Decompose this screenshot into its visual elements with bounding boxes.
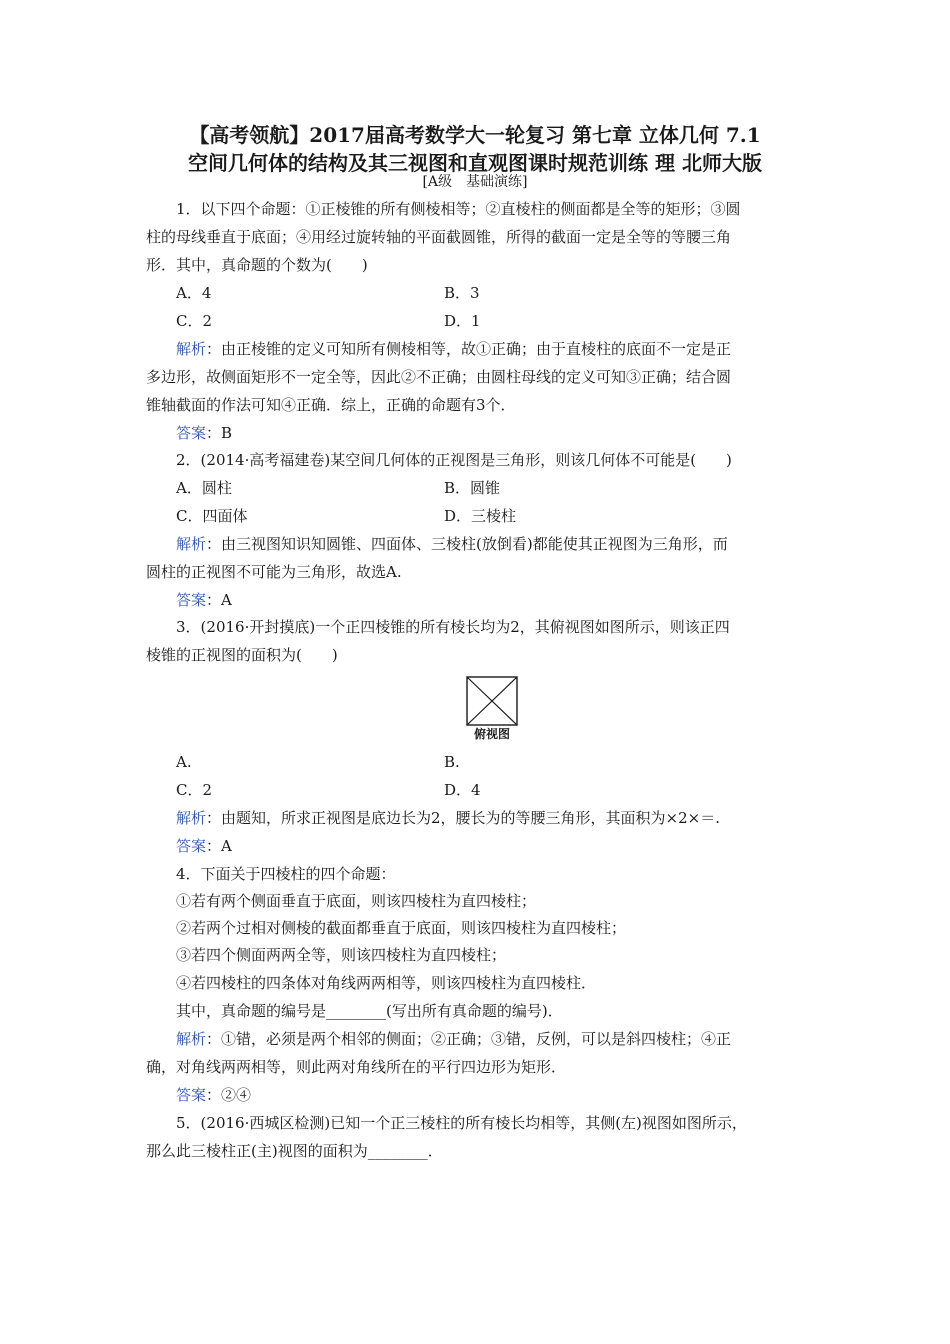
q1-stem-line-2: 柱的母线垂直于底面；④用经过旋转轴的平面截圆锥，所得的截面一定是全等的等腰三角	[146, 228, 732, 246]
analysis-label: 解析	[176, 340, 207, 358]
q4-proposition-4: ④若四棱柱的四条体对角线两两相等，则该四棱柱为直四棱柱．	[176, 974, 597, 992]
q4-question: 其中，真命题的编号是________(写出所有真命题的编号)．	[176, 1002, 563, 1020]
figure-caption: 俯视图	[473, 727, 510, 741]
q1-analysis-line-2: 多边形，故侧面矩形不一定全等，因此②不正确；由圆柱母线的定义可知③正确；结合圆	[146, 368, 732, 386]
q4-proposition-2: ②若两个过相对侧棱的截面都垂直于底面，则该四棱柱为直四棱柱；	[176, 919, 627, 937]
analysis-text: ：由正棱锥的定义可知所有侧棱相等，故①正确；由于直棱柱的底面不一定是正	[206, 340, 732, 358]
q1-option-c: C．2	[176, 312, 213, 330]
answer-text: ：A	[206, 837, 232, 855]
document-title-line-2: 空间几何体的结构及其三视图和直观图课时规范训练 理 北师大版	[188, 151, 762, 175]
q1-option-a: A．4	[176, 284, 212, 302]
q3-analysis-line-1	[176, 807, 720, 829]
section-level: [A级 基础演练]	[422, 174, 528, 190]
q1-analysis-line-1	[176, 338, 731, 360]
q4-analysis-line-1	[176, 1028, 731, 1050]
q4-analysis-line-2: 确，对角线两两相等，则此两对角线所在的平行四边形为矩形．	[146, 1058, 567, 1076]
q5-stem-line-1: 5．(2016·西城区检测)已知一个正三棱柱的所有棱长均相等，其侧(左)视图如图所示，	[176, 1114, 747, 1132]
q1-analysis-line-3: 锥轴截面的作法可知④正确．综上，正确的命题有3个．	[146, 396, 516, 414]
q1-stem-line-1: 1．以下四个命题：①正棱锥的所有侧棱相等；②直棱柱的侧面都是全等的矩形；③圆	[176, 200, 741, 218]
answer-label: 答案	[176, 1086, 207, 1104]
answer-label: 答案	[176, 591, 207, 609]
answer-text: ：B	[206, 424, 233, 442]
q1-option-d: D．1	[444, 312, 481, 330]
q3-option-b: B.	[444, 753, 460, 771]
analysis-text: ：由三视图知识知圆锥、四面体、三棱柱(放倒看)都能使其正视图为三角形，而	[206, 535, 728, 553]
q4-proposition-3: ③若四个侧面两两全等，则该四棱柱为直四棱柱；	[176, 946, 507, 964]
q1-option-b: B．3	[444, 284, 480, 302]
q2-stem-line-1: 2．(2014·高考福建卷)某空间几何体的正视图是三角形，则该几何体不可能是( )	[176, 451, 732, 469]
q2-option-d: D．三棱柱	[444, 507, 517, 525]
q5-stem-line-2: 那么此三棱柱正(主)视图的面积为________．	[146, 1142, 443, 1160]
q4-proposition-1: ①若有两个侧面垂直于底面，则该四棱柱为直四棱柱；	[176, 892, 537, 910]
q2-answer	[176, 589, 232, 611]
q2-option-c: C．四面体	[176, 507, 248, 525]
q2-analysis-line-1	[176, 533, 728, 555]
analysis-text: ：由题知，所求正视图是底边长为2，腰长为的等腰三角形，其面积为×2×＝.	[206, 809, 721, 827]
analysis-label: 解析	[176, 1030, 207, 1048]
q3-stem-line-1: 3．(2016·开封摸底)一个正四棱锥的所有棱长均为2，其俯视图如图所示，则该正四	[176, 618, 730, 636]
analysis-label: 解析	[176, 809, 207, 827]
answer-text: ：②④	[206, 1086, 252, 1104]
q1-answer	[176, 422, 232, 444]
q2-option-b: B．圆锥	[444, 479, 501, 497]
top-view-square-figure	[466, 676, 518, 726]
q2-analysis-line-2: 圆柱的正视图不可能为三角形，故选A.	[146, 563, 402, 581]
q4-answer	[176, 1084, 251, 1106]
analysis-text: ：①错，必须是两个相邻的侧面；②正确；③错，反例，可以是斜四棱柱；④正	[206, 1030, 732, 1048]
q3-option-d: D．4	[444, 781, 481, 799]
q3-option-a: A.	[176, 753, 192, 771]
q1-stem-line-3: 形．其中，真命题的个数为( )	[146, 256, 368, 274]
q2-option-a: A．圆柱	[176, 479, 232, 497]
analysis-label: 解析	[176, 535, 207, 553]
q3-stem-line-2: 棱锥的正视图的面积为( )	[146, 646, 338, 664]
document-title-line-1: 【高考领航】2017届高考数学大一轮复习 第七章 立体几何 7.1	[189, 123, 761, 147]
answer-label: 答案	[176, 837, 207, 855]
q3-answer	[176, 835, 232, 857]
answer-label: 答案	[176, 424, 207, 442]
answer-text: ：A	[206, 591, 232, 609]
q3-option-c: C．2	[176, 781, 213, 799]
q4-stem-line-1: 4．下面关于四棱柱的四个命题：	[176, 865, 396, 883]
